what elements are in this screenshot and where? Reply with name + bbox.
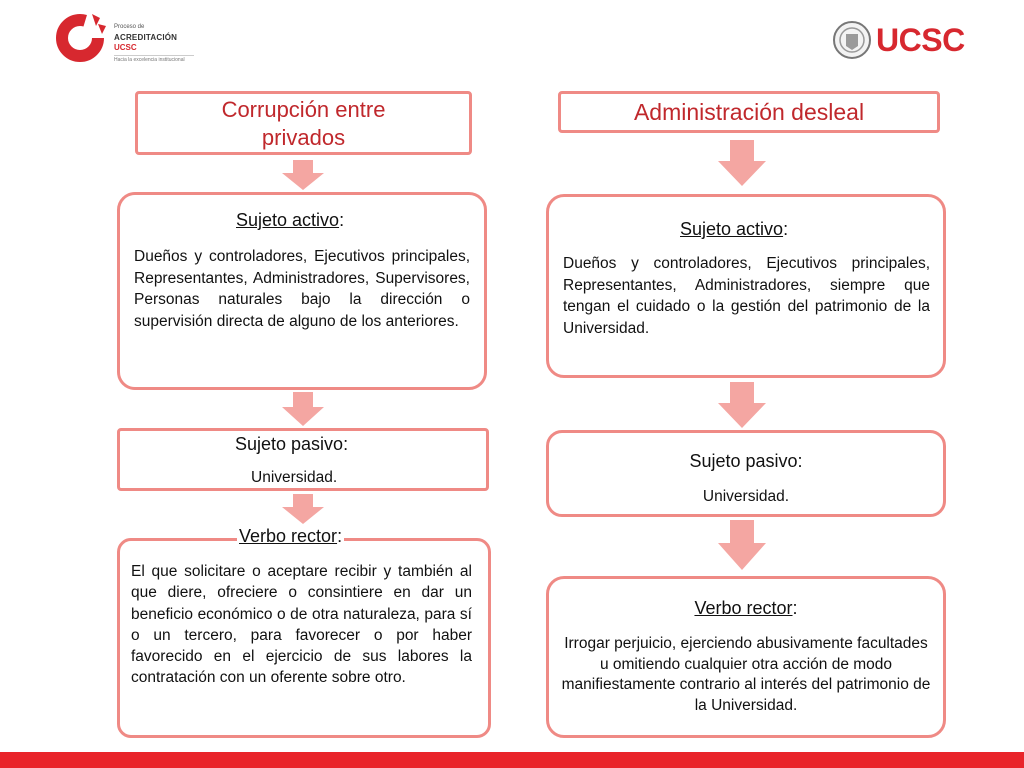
left-sujeto-pasivo-box	[117, 428, 489, 491]
left-title-box	[135, 91, 472, 155]
ucsc-logo	[832, 18, 972, 68]
left-verbo-rector-heading: Verbo rector	[239, 526, 338, 546]
left-verbo-rector-text: El que solicitare o aceptare recibir y también al que diere, ofreciere o consintiere en dar un beneficio económico o de otra naturaleza, para sí o un tercero, para favorecer o por haber favorecido en el ejercicio de sus labores la contratación con un oferente sobre otro.	[131, 563, 472, 687]
down-arrow-icon	[282, 392, 324, 426]
right-sujeto-activo-heading: Sujeto activo	[680, 219, 784, 239]
acreditacion-ring-icon	[52, 8, 108, 64]
right-sujeto-activo-box	[546, 194, 946, 378]
down-arrow-icon	[718, 382, 766, 428]
left-sujeto-pasivo-text: Universidad.	[251, 469, 338, 486]
logo-line2: UCSC	[114, 43, 137, 52]
left-title: Corrupción entre privados	[221, 97, 386, 150]
logo-line1: ACREDITACIÓN	[114, 33, 178, 42]
acreditacion-logo	[52, 8, 185, 68]
left-sujeto-activo-colon: :	[339, 210, 345, 230]
right-sujeto-activo-colon: :	[783, 219, 789, 239]
left-sujeto-activo-text: Dueños y controladores, Ejecutivos principales, Representantes, Administradores, Supervisores, Personas naturales bajo la dirección o supervisión directa de alguno de los anteriores.	[134, 248, 470, 330]
down-arrow-icon	[282, 160, 324, 190]
left-sujeto-activo-box	[117, 192, 487, 390]
down-arrow-icon	[718, 140, 766, 186]
left-sujeto-activo-heading: Sujeto activo	[236, 210, 340, 230]
university-seal-icon	[832, 18, 872, 62]
left-sujeto-pasivo-heading: Sujeto pasivo:	[235, 434, 349, 454]
right-title: Administración desleal	[633, 99, 865, 125]
right-sujeto-pasivo-text: Universidad.	[702, 488, 790, 505]
right-sujeto-activo-text: Dueños y controladores, Ejecutivos principales, Representantes, Administradores, siempre que tengan el cuidado o la gestión del patrimonio de la Universidad.	[563, 255, 930, 337]
right-sujeto-pasivo-heading: Sujeto pasivo:	[689, 451, 803, 471]
right-title-box	[558, 91, 940, 133]
logo-tagline: Hacia la excelencia institucional	[114, 55, 194, 63]
down-arrow-icon	[718, 520, 766, 570]
ucsc-name: UCSC	[876, 22, 965, 58]
right-verbo-rector-heading: Verbo rector	[694, 598, 793, 618]
right-verbo-rector-text: Irrogar perjuicio, ejerciendo abusivamente facultades u omitiendo cualquier otra acción de modo manifiestamente contrario al interés del patrimonio de la Universidad.	[561, 635, 931, 714]
bottom-accent-bar	[0, 752, 1024, 768]
logo-small-line: Proceso de	[114, 24, 145, 30]
right-sujeto-pasivo-box	[546, 430, 946, 517]
right-verbo-rector-colon: :	[792, 598, 798, 618]
left-verbo-rector-heading-wrap	[237, 526, 344, 547]
down-arrow-icon	[282, 494, 324, 524]
left-verbo-rector-colon: :	[337, 526, 343, 546]
right-verbo-rector-box	[546, 576, 946, 738]
